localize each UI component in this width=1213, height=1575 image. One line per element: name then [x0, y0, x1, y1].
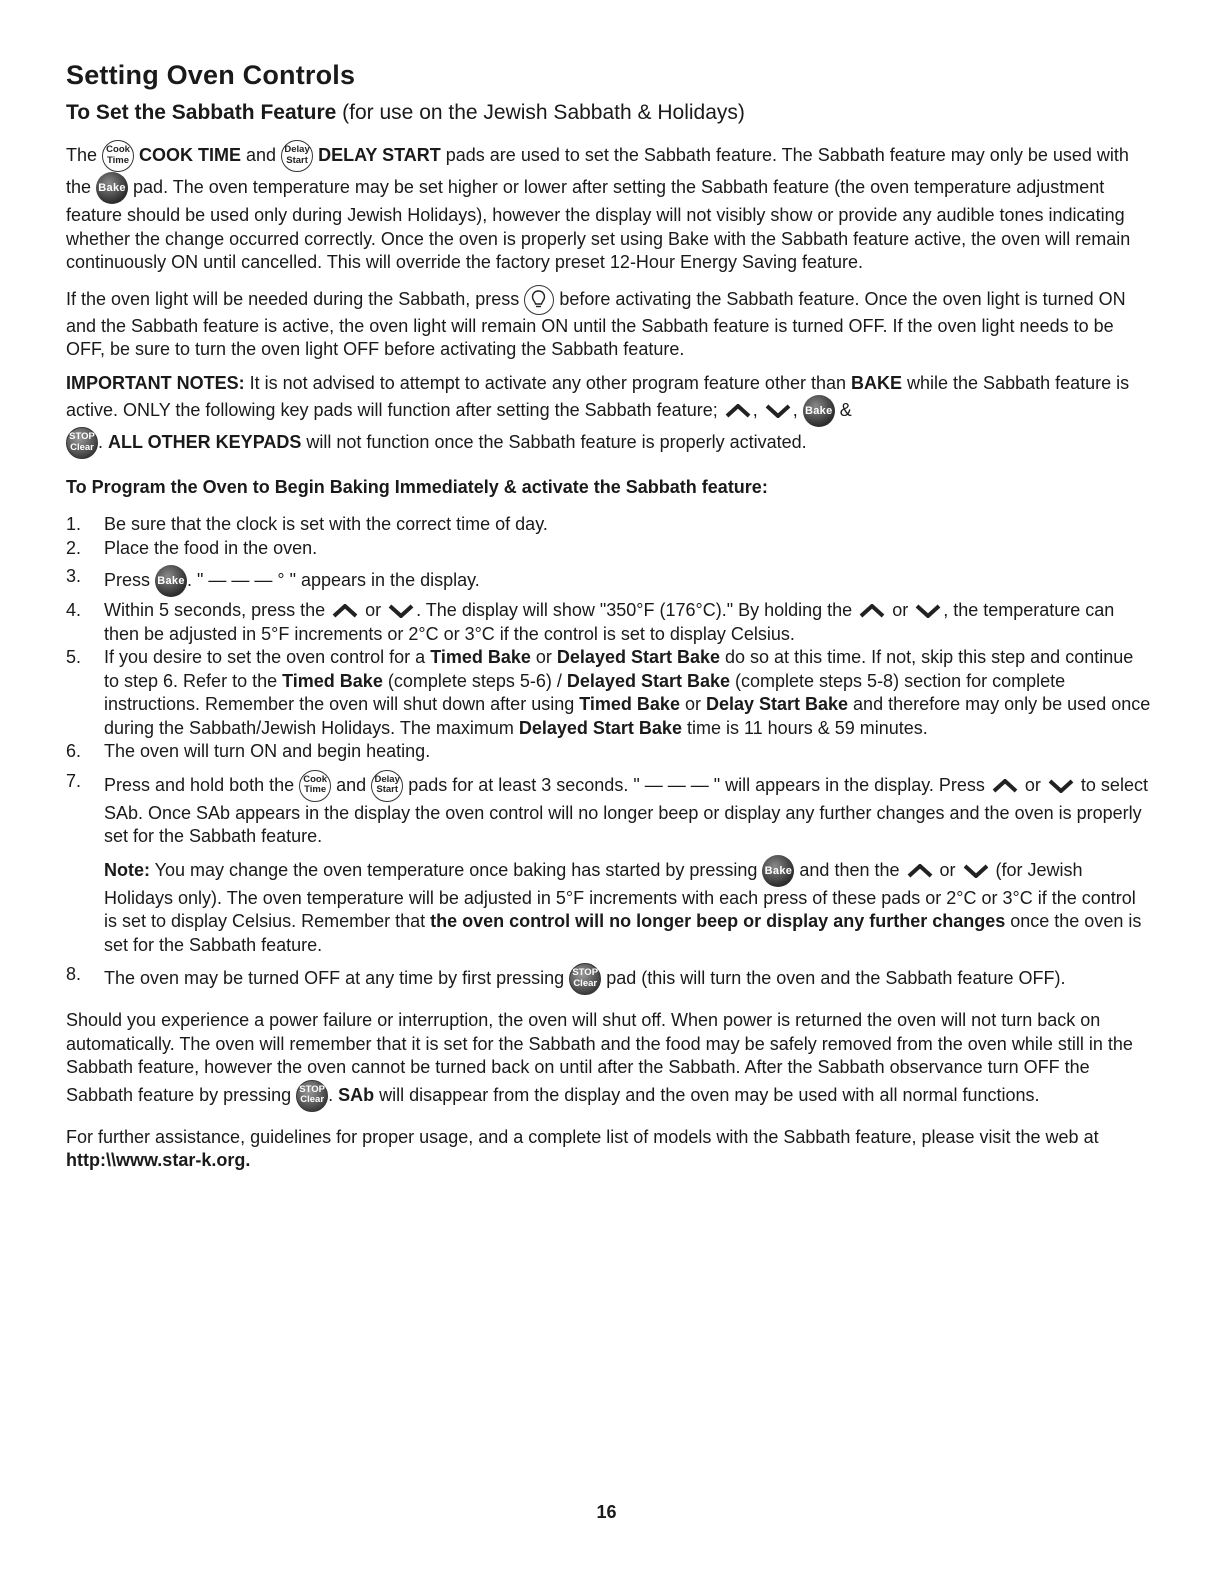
note-bold: the oven control will no longer beep or display any further changes: [430, 911, 1006, 931]
power-text-2: .: [328, 1084, 339, 1105]
power-failure-paragraph: [66, 1009, 1152, 1112]
important-amp: &: [834, 399, 852, 420]
step-bold: Timed Bake: [579, 694, 680, 714]
light-bulb-icon: [531, 290, 546, 310]
step-text: time is 11 hours & 59 minutes.: [681, 717, 928, 738]
important-bake: BAKE: [851, 372, 903, 393]
power-text-1: Should you experience a power failure or interruption, the oven will shut off. When power is returned the oven will not turn back on automatically. The oven will remember that it is set for the Sabbath and the food may be safely removed from the oven while still in the Sabbath feature, however the oven cannot be turned back on until after the Sabbath. After the Sabbath observance turn OFF the Sabbath feature by pressing: [66, 1010, 1133, 1105]
stop-clear-pad-icon: [296, 1080, 328, 1112]
step-text: (complete steps 5-6) /: [382, 670, 567, 691]
step-number: 5.: [66, 647, 82, 667]
bake-pad-icon: Bake: [803, 395, 835, 427]
step-text: . " — — — ° " appears in the display.: [187, 569, 480, 590]
step-text: and: [331, 774, 372, 795]
important-sep-1: ,: [752, 399, 763, 420]
cook-time-pad-line1: Cook: [303, 773, 328, 785]
important-text-3: .: [98, 431, 109, 452]
important-label: IMPORTANT NOTES:: [66, 372, 245, 393]
stop-clear-pad-icon: [66, 427, 98, 459]
note-text: once the oven is set for the Sabbath feature.: [104, 911, 1142, 955]
delay-start-pad-line2: Start: [376, 784, 399, 795]
step-bold: Delay Start Bake: [705, 694, 849, 714]
down-arrow-icon: [915, 604, 941, 618]
step-number: 7.: [66, 770, 82, 791]
cook-time-pad-line2: Time: [304, 784, 327, 795]
step-number: 1.: [66, 514, 82, 534]
assistance-paragraph: [66, 1126, 1152, 1173]
important-sep-2: ,: [792, 399, 803, 420]
list-item: [66, 537, 1152, 561]
list-item: [66, 513, 1152, 537]
list-item: [66, 565, 1152, 597]
step-bold: Timed Bake: [430, 647, 531, 667]
intro-paragraph: [66, 140, 1152, 275]
step-text: . The display will show "350°F (176°C)." By holding the: [416, 600, 858, 620]
step-text: Press and hold both the: [104, 774, 300, 795]
list-item: [66, 599, 1152, 646]
step-note: [104, 855, 1152, 958]
step-text: Press: [104, 569, 156, 590]
note-label: Note:: [104, 859, 150, 880]
step-text: or: [679, 694, 706, 714]
step-number: 6.: [66, 741, 82, 761]
step-number: 8.: [66, 964, 82, 984]
down-arrow-icon: [1048, 779, 1074, 793]
step-bold: Delayed Start Bake: [518, 717, 682, 738]
step-text: The oven will turn ON and begin heating.: [104, 741, 431, 761]
intro-delay-start: DELAY START: [313, 144, 441, 165]
delay-start-pad-line1: Delay: [284, 144, 310, 155]
list-item: [66, 740, 1152, 764]
page-title: Setting Oven Controls: [66, 60, 356, 90]
step-text: (complete steps 5-8) section for complete instructions. Remember the oven will shut down after using: [104, 670, 1066, 714]
important-text-1: It is not advised to attempt to activate any other program feature other than: [244, 372, 851, 393]
step-number: 4.: [66, 600, 82, 620]
step-text: The oven may be turned OFF at any time by first pressing: [104, 967, 570, 988]
stop-pad-line2: Clear: [573, 977, 598, 989]
note-text: or: [934, 859, 961, 880]
stop-pad-line1: STOP: [299, 1083, 325, 1095]
important-text-2: while the Sabbath feature is active. ONLY the following key pads will function after setting the Sabbath feature;: [66, 372, 1130, 420]
delay-start-pad-line2: Start: [286, 154, 308, 166]
delay-start-pad-icon: [371, 770, 403, 802]
star-k-link[interactable]: http:\\www.star-k.org.: [66, 1150, 251, 1170]
step-number: 2.: [66, 537, 82, 558]
assist-text: For further assistance, guidelines for proper usage, and a complete list of models with the Sabbath feature, please visit the web at: [66, 1126, 1099, 1147]
step-text: pads for at least 3 seconds. " — — — " will appears in the display. Press: [403, 774, 990, 795]
bake-pad-icon: Bake: [155, 565, 187, 597]
list-item: [66, 646, 1152, 740]
oven-light-paragraph: [66, 285, 1152, 362]
program-heading: To Program the Oven to Begin Baking Immediately & activate the Sabbath feature:: [66, 477, 768, 497]
down-arrow-icon: [765, 404, 791, 418]
oven-light-pad-icon: [524, 285, 554, 315]
delay-start-pad-line1: Delay: [374, 773, 400, 785]
important-text-4: will not function once the Sabbath feature is properly activated.: [301, 431, 807, 452]
section-heading-rest: (for use on the Jewish Sabbath & Holidays): [336, 101, 745, 124]
step-text: or: [360, 600, 387, 620]
step-number: 3.: [66, 566, 82, 586]
step-text: or: [1019, 774, 1046, 795]
note-text: and then the: [794, 859, 905, 880]
step-bold: Delayed Start Bake: [566, 670, 730, 691]
stop-pad-line2: Clear: [70, 441, 94, 453]
up-arrow-icon: [992, 779, 1018, 793]
list-item: [66, 963, 1152, 995]
step-bold: Timed Bake: [282, 670, 383, 691]
step-text: Place the food in the oven.: [104, 537, 318, 558]
section-heading-bold: To Set the Sabbath Feature: [66, 101, 337, 124]
down-arrow-icon: [963, 864, 989, 878]
intro-cook-time: COOK TIME: [134, 144, 242, 165]
light-text-1: If the oven light will be needed during the Sabbath, press: [66, 288, 525, 309]
cook-time-pad-line2: Time: [107, 154, 130, 166]
stop-pad-line1: STOP: [572, 967, 599, 978]
cook-time-pad-icon: [299, 770, 331, 802]
intro-text-3: pads are used to set the Sabbath feature. The Sabbath feature may only be used with the: [66, 144, 1129, 197]
step-text: or: [530, 647, 557, 667]
page-number: 16: [596, 1502, 617, 1522]
up-arrow-icon: [907, 864, 933, 878]
important-notes-paragraph: [66, 372, 1152, 460]
step-text: Be sure that the clock is set with the correct time of day.: [104, 514, 548, 534]
cook-time-pad-icon: [102, 140, 134, 172]
stop-pad-line1: STOP: [69, 431, 95, 442]
up-arrow-icon: [859, 604, 885, 618]
power-sab: SAb: [338, 1084, 375, 1105]
cook-time-pad-line1: Cook: [106, 144, 130, 155]
steps-list: [66, 513, 1152, 995]
stop-pad-line2: Clear: [300, 1094, 325, 1105]
up-arrow-icon: [332, 604, 358, 618]
step-text: do so at this time. If not, skip this step and continue to step 6. Refer to the: [104, 647, 1134, 691]
intro-text-2: and: [241, 144, 282, 165]
bake-pad-icon: Bake: [762, 855, 794, 887]
step-text: and therefore may only be used once during the Sabbath/Jewish Holidays. The maximum: [104, 694, 1151, 738]
step-text: or: [887, 600, 914, 620]
step-text: to select SAb. Once SAb appears in the display the oven control will no longer beep or display any further changes and the oven is properly set for the Sabbath feature.: [104, 774, 1148, 846]
intro-text-4: pad. The oven temperature may be set higher or lower after setting the Sabbath feature (the oven temperature adjustment feature should be used only during Jewish Holidays), however the display will not visibly show or provide any audible tones indicating whether the change occurred correctly. Once the oven is properly set using Bake with the Sabbath feature active, the oven will remain continuously ON until cancelled. This will override the factory preset 12-Hour Energy Saving feature.: [66, 176, 1131, 272]
section-heading: [66, 100, 1152, 126]
down-arrow-icon: [388, 604, 414, 618]
bake-pad-icon: Bake: [96, 172, 128, 204]
power-text-3: will disappear from the display and the oven may be used with all normal functions.: [374, 1084, 1040, 1105]
up-arrow-icon: [725, 404, 751, 418]
light-text-2: before activating the Sabbath feature. Once the oven light is turned ON and the Sabbath feature is active, the oven light will remain ON until the Sabbath feature is turned OFF. If the oven light needs to be OFF, be sure to turn the oven light OFF before activating the Sabbath feature.: [66, 288, 1126, 359]
important-all-other: ALL OTHER KEYPADS: [108, 431, 302, 452]
delay-start-pad-icon: [281, 140, 313, 172]
stop-clear-pad-icon: [569, 963, 601, 995]
intro-text-1: The: [66, 144, 103, 165]
list-item: [66, 770, 1152, 958]
step-text: If you desire to set the oven control for a: [104, 647, 431, 667]
step-text: Within 5 seconds, press the: [104, 600, 331, 620]
step-text: pad (this will turn the oven and the Sabbath feature OFF).: [601, 967, 1066, 988]
step-text: , the temperature can then be adjusted in 5°F increments or 2°C or 3°C if the control is set to display Celsius.: [104, 600, 1115, 644]
note-text: You may change the oven temperature once baking has started by pressing: [150, 859, 763, 880]
step-bold: Delayed Start Bake: [556, 647, 721, 667]
manual-page: [66, 58, 1152, 1183]
note-text: (for Jewish Holidays only). The oven temperature will be adjusted in 5°F increments with each press of these pads or 2°C or 3°C if the control is set to display Celsius. Remember that: [104, 859, 1136, 931]
